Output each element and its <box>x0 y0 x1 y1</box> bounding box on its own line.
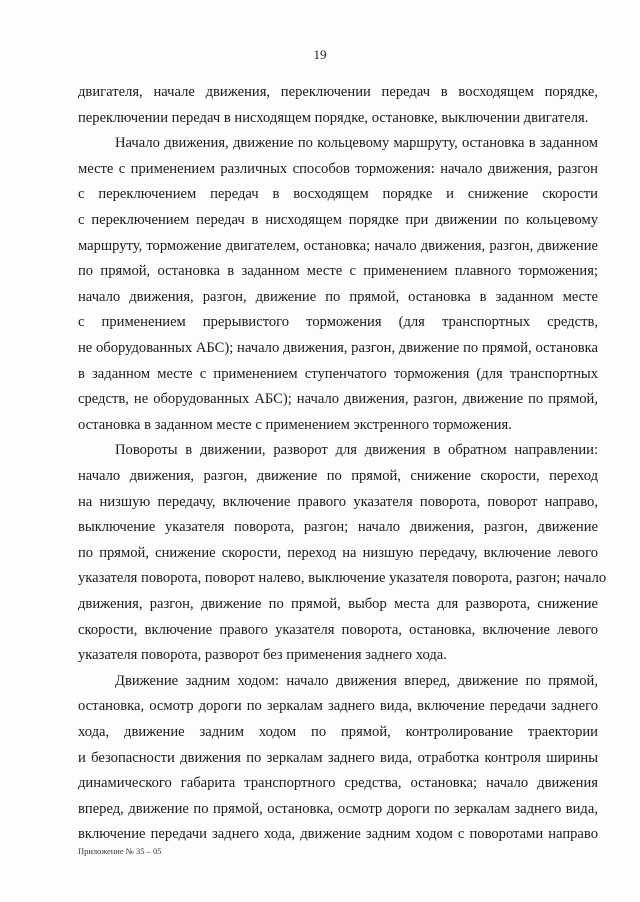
text-line: переключении передач в нисходящем порядке, остановке, выключении двигателя. <box>78 109 589 126</box>
text-line: не оборудованных АБС); начало движения, разгон, движение по прямой, остановка <box>78 340 598 356</box>
text-line: и безопасности движения по зеркалам заднего вида, отработка контроля ширины <box>78 749 598 766</box>
page-number: 19 <box>313 47 327 62</box>
text-line: с переключением передач в восходящем порядке и снижение скорости <box>78 186 598 203</box>
text-line: включение передачи заднего хода, движение задним ходом с поворотами направо <box>78 826 598 843</box>
text-line: начало движения, разгон, движение по прямой, остановка в заданном месте <box>78 288 598 305</box>
text-line: указателя поворота, разворот без применения заднего хода. <box>78 647 447 664</box>
text-line: остановка в заданном месте с применением экстренного торможения. <box>78 416 512 433</box>
text-line: средств, не оборудованных АБС); начало движения, разгон, движение по прямой, <box>78 391 598 408</box>
text-line: движения, разгон, движение по прямой, выбор места для разворота, снижение <box>78 596 598 612</box>
text-line: по прямой, остановка в заданном месте с применением плавного торможения; <box>78 263 598 280</box>
text-line: с переключением передач в нисходящем порядке при движении по кольцевому <box>78 212 598 228</box>
text-line: Движение задним ходом: начало движения вперед, движение по прямой, <box>115 672 598 689</box>
text-line: на низшую передачу, включение правого указателя поворота, поворот направо, <box>78 493 598 510</box>
text-line: Повороты в движении, разворот для движения в обратном направлении: <box>115 442 598 459</box>
text-line: динамического габарита транспортного средства, остановка; начало движения <box>78 775 598 792</box>
text-line: с применением прерывистого торможения (для транспортных средств, <box>78 314 598 331</box>
text-line: по прямой, снижение скорости, переход на низшую передачу, включение левого <box>78 544 598 561</box>
text-line: указателя поворота, поворот налево, выключение указателя поворота, разгон; начало <box>78 570 607 587</box>
text-line: выключение указателя поворота, разгон; начало движения, разгон, движение <box>78 519 598 536</box>
text-line: вперед, движение по прямой, остановка, осмотр дороги по зеркалам заднего вида, <box>78 800 598 817</box>
text-line: Начало движения, движение по кольцевому маршруту, остановка в заданном <box>115 135 598 152</box>
text-line: двигателя, начале движения, переключении передач в восходящем порядке, <box>78 84 598 100</box>
text-line: скорости, включение правого указателя поворота, остановка, включение левого <box>78 621 598 638</box>
text-line: в заданном месте с применением ступенчатого торможения (для транспортных <box>78 365 598 382</box>
text-line: остановка, осмотр дороги по зеркалам заднего вида, включение передачи заднего <box>78 698 598 715</box>
text-line: месте с применением различных способов торможения: начало движения, разгон <box>78 160 598 177</box>
text-line: начало движения, разгон, движение по прямой, снижение скорости, переход <box>78 468 598 484</box>
text-line: хода, движение задним ходом по прямой, контролирование траектории <box>78 724 598 740</box>
text-line: маршруту, торможение двигателем, остановка; начало движения, разгон, движение <box>78 237 598 254</box>
footer-note: Приложение № 35 – 05 <box>78 846 162 856</box>
